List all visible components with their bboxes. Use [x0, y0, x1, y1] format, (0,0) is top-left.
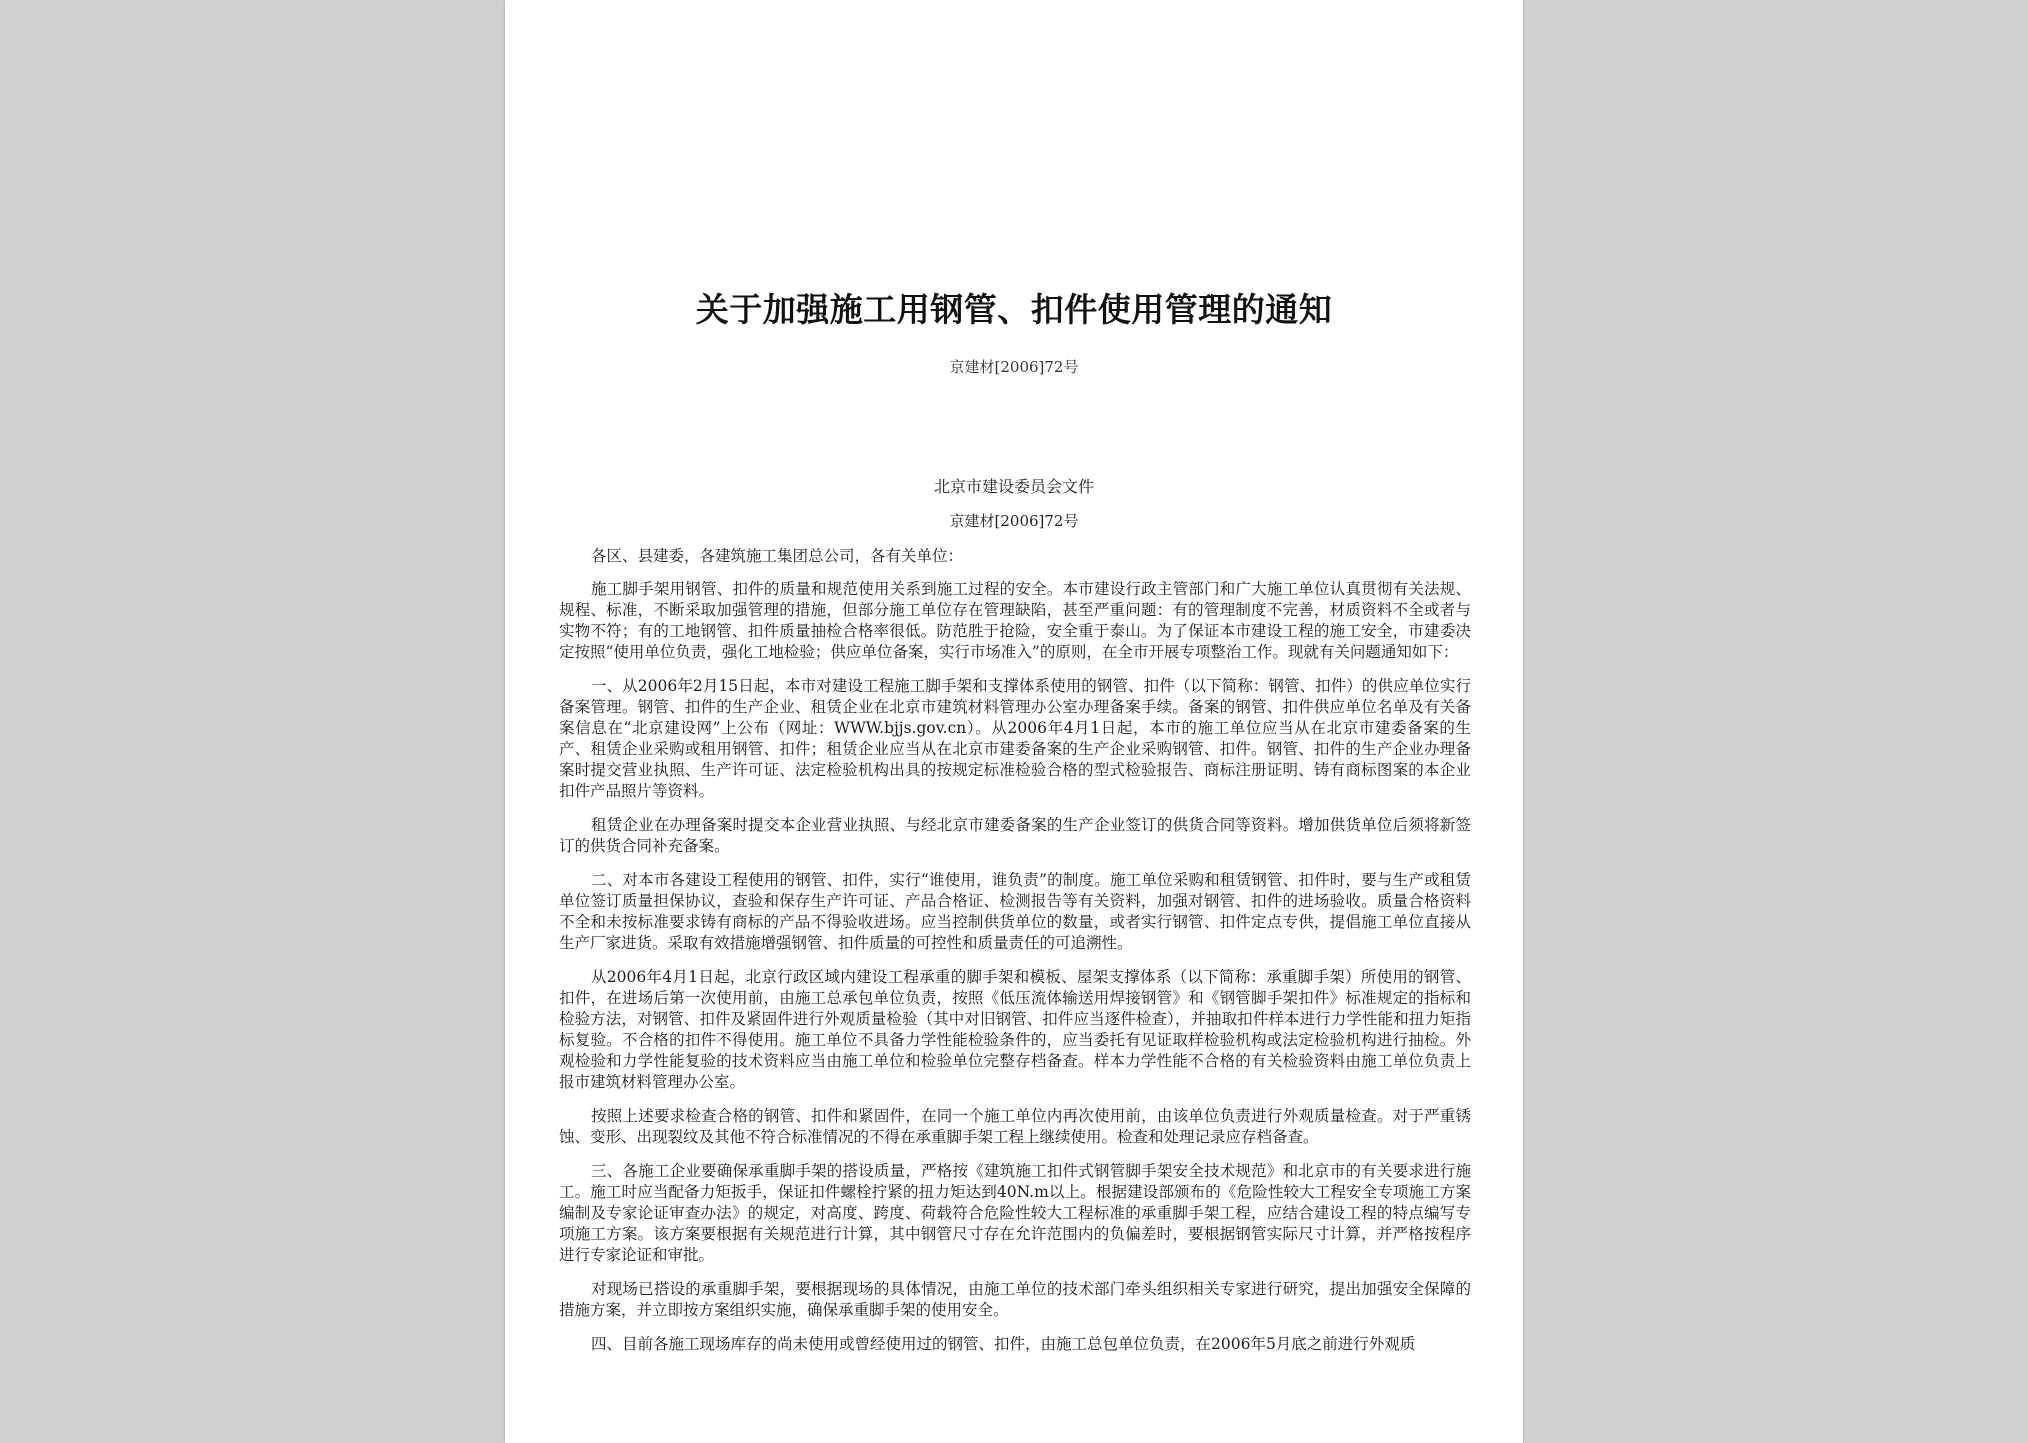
document-body — [559, 546, 1471, 1368]
salutation-paragraph: 各区、县建委，各建筑施工集团总公司，各有关单位： — [591, 547, 964, 565]
document-number: 京建材[2006]72号 — [949, 358, 1079, 376]
section-1-leasing-paragraph: 租赁企业在办理备案时提交本企业营业执照、与经北京市建委备案的生产企业签订的供货合同等资料。增加供货单位后须将新签订的供货合同补充备案。 — [559, 816, 1471, 855]
section-4-paragraph: 四、目前各施工现场库存的尚未使用或曾经使用过的钢管、扣件，由施工总包单位负责，在2006年5月底之前进行外观质 — [591, 1335, 1416, 1353]
section-3-paragraph: 三、各施工企业要确保承重脚手架的搭设质量，严格按《建筑施工扣件式钢管脚手架安全技术规范》和北京市的有关要求进行施工。施工时应当配备力矩扳手，保证扣件螺栓拧紧的扭力矩达到40N.m以上。根据建设部颁布的《危险性较大工程安全专项施工方案编制及专家论证审查办法》的规定，对高度、跨度、荷载符合危险性较大工程标准的承重脚手架工程，应结合建设工程的特点编写专项施工方案。该方案要根据有关规范进行计算，其中钢管尺寸存在允许范围内的负偏差时，要根据钢管实际尺寸计算，并严格按程序进行专家论证和审批。 — [559, 1162, 1471, 1264]
section-1-paragraph: 一、从2006年2月15日起，本市对建设工程施工脚手架和支撑体系使用的钢管、扣件（以下简称：钢管、扣件）的供应单位实行备案管理。钢管、扣件的生产企业、租赁企业在北京市建筑材料管理办公室办理备案手续。备案的钢管、扣件供应单位名单及有关备案信息在“北京建设网”上公布（网址：WWW.bjjs.gov.cn）。从2006年4月1日起，本市的施工单位应当从在北京市建委备案的生产、租赁企业采购或租用钢管、扣件；租赁企业应当从在北京市建委备案的生产企业采购钢管、扣件。钢管、扣件的生产企业办理备案时提交营业执照、生产许可证、法定检验机构出具的按规定标准检验合格的型式检验报告、商标注册证明、铸有商标图案的本企业扣件产品照片等资料。 — [559, 677, 1471, 800]
document-title: 关于加强施工用钢管、扣件使用管理的通知 — [695, 290, 1333, 329]
section-2-inspection-paragraph: 从2006年4月1日起，北京行政区域内建设工程承重的脚手架和模板、屋架支撑体系（以下简称：承重脚手架）所使用的钢管、扣件，在进场后第一次使用前，由施工总承包单位负责，按照《低压流体输送用焊接钢管》和《钢管脚手架扣件》标准规定的指标和检验方法，对钢管、扣件及紧固件进行外观质量检验（其中对旧钢管、扣件应当逐件检查），并抽取扣件样本进行力学性能和扭力矩指标复验。不合格的扣件不得使用。施工单位不具备力学性能检验条件的，应当委托有见证取样检验机构或法定检验机构进行抽检。外观检验和力学性能复验的技术资料应当由施工单位和检验单位完整存档备查。样本力学性能不合格的有关检验资料由施工单位负责上报市建筑材料管理办公室。 — [559, 968, 1471, 1091]
section-3-onsite-paragraph: 对现场已搭设的承重脚手架，要根据现场的具体情况，由施工单位的技术部门牵头组织相关专家进行研究，提出加强安全保障的措施方案，并立即按方案组织实施，确保承重脚手架的使用安全。 — [559, 1280, 1471, 1319]
section-2-paragraph: 二、对本市各建设工程使用的钢管、扣件，实行“谁使用，谁负责”的制度。施工单位采购和租赁钢管、扣件时，要与生产或租赁单位签订质量担保协议，查验和保存生产许可证、产品合格证、检测报告等有关资料，加强对钢管、扣件的进场验收。质量合格资料不全和未按标准要求铸有商标的产品不得验收进场。应当控制供货单位的数量，或者实行钢管、扣件定点专供，提倡施工单位直接从生产厂家进货。采取有效措施增强钢管、扣件质量的可控性和质量责任的可追溯性。 — [559, 871, 1471, 952]
issuer-document-number: 京建材[2006]72号 — [949, 512, 1079, 530]
issuer-heading: 北京市建设委员会文件 — [933, 477, 1094, 496]
intro-paragraph: 施工脚手架用钢管、扣件的质量和规范使用关系到施工过程的安全。本市建设行政主管部门和广大施工单位认真贯彻有关法规、规程、标准，不断采取加强管理的措施，但部分施工单位存在管理缺陷，甚至严重问题：有的管理制度不完善，材质资料不全或者与实物不符；有的工地钢管、扣件质量抽检合格率很低。防范胜于抢险，安全重于泰山。为了保证本市建设工程的施工安全，市建委决定按照“使用单位负责，强化工地检验；供应单位备案，实行市场准入”的原则，在全市开展专项整治工作。现就有关问题通知如下： — [559, 580, 1471, 661]
document-page — [505, 0, 1523, 1443]
section-2-reuse-paragraph: 按照上述要求检查合格的钢管、扣件和紧固件，在同一个施工单位内再次使用前，由该单位负责进行外观质量检查。对于严重锈蚀、变形、出现裂纹及其他不符合标准情况的不得在承重脚手架工程上继续使用。检查和处理记录应存档备查。 — [559, 1107, 1471, 1146]
